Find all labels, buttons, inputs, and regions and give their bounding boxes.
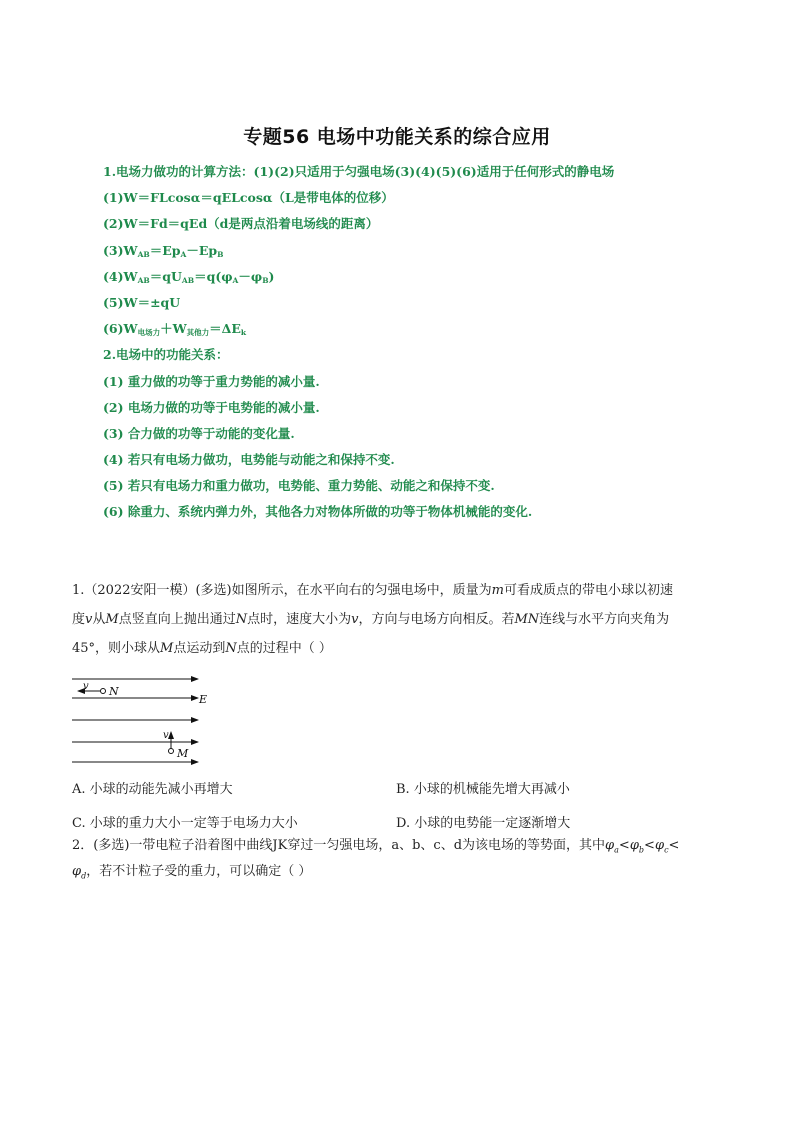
text-run: 点的过程中（ ） <box>236 641 332 656</box>
question-text-line <box>72 608 732 637</box>
formula-subscript: k <box>240 328 247 338</box>
summary-line <box>103 318 743 344</box>
formula-part: ＝ΔE <box>209 321 241 337</box>
text-run: 45°，则小球从 <box>72 641 161 656</box>
variable-v: v <box>351 612 359 627</box>
electric-field-diagram <box>70 670 210 770</box>
summary-line: (5) 若只有电场力和重力做功，电势能、重力势能、动能之和保持不变. <box>103 478 495 494</box>
summary-line: (1)W＝FLcosα＝qELcosα（L是带电体的位移） <box>103 190 394 206</box>
page-title: 专题56 电场中功能关系的综合应用 <box>243 126 551 148</box>
variable-N: N <box>225 641 237 656</box>
formula-part: ) <box>268 268 275 284</box>
option-c[interactable]: C. 小球的重力大小一定等于电场力大小 <box>72 816 298 831</box>
point-label-M: M <box>177 747 189 760</box>
text-run: 可看成质点的带电小球以初速 <box>503 583 673 598</box>
text-run: ，方向与电场方向相反。若 <box>358 612 515 627</box>
question-1 <box>72 579 732 666</box>
formula-part: ＝Ep <box>149 242 181 258</box>
formula-part: (3)W <box>103 242 138 258</box>
summary-line: (5)W＝±qU <box>103 294 181 310</box>
subscript: d <box>81 871 87 881</box>
question-text-line <box>72 637 732 666</box>
formula-subscript: 其他力 <box>186 328 210 338</box>
formula-part: ＋W <box>160 321 187 337</box>
velocity-label: v <box>83 681 89 692</box>
formula-part: (6)W <box>103 321 138 337</box>
variable-v: v <box>85 612 93 627</box>
text-run: 点竖直向上抛出通过 <box>118 612 236 627</box>
operator: < <box>668 838 680 853</box>
operator: < <box>618 838 630 853</box>
symbol-phi: φ <box>72 864 82 879</box>
summary-line <box>103 266 743 292</box>
variable-m: m <box>491 583 504 598</box>
summary-line: (6) 除重力、系统内弹力外，其他各力对物体所做的功等于物体机械能的变化. <box>103 504 533 520</box>
text-run: 1.（2022安阳一模）(多选)如图所示，在水平向右的匀强电场中，质量为 <box>72 583 492 598</box>
formula-part: ＝qU <box>149 268 182 284</box>
text-run: 2．(多选)一带电粒子沿着图中曲线JK穿过一匀强电场，a、b、c、d为该电场的等势面，其中 <box>72 838 606 853</box>
summary-line: (4) 若只有电场力做功，电势能与动能之和保持不变. <box>103 452 395 468</box>
symbol-phi: φ <box>605 838 615 853</box>
summary-line <box>103 240 743 266</box>
question-1-options <box>72 778 732 834</box>
point-N <box>101 689 106 694</box>
formula-subscript: B <box>217 249 224 259</box>
summary-line: (1) 重力做的功等于重力势能的减小量. <box>103 373 320 389</box>
formula-subscript: A <box>232 275 239 285</box>
point-label-N: N <box>109 685 119 698</box>
symbol-phi: φ <box>629 838 639 853</box>
text-run: 连线与水平方向夹角为 <box>539 612 670 627</box>
variable-M: M <box>160 641 174 656</box>
variable-MN: MN <box>514 612 540 627</box>
subscript: b <box>638 845 645 855</box>
text-run: 度 <box>72 612 86 627</box>
option-a[interactable]: A. 小球的动能先减小再增大 <box>72 782 233 797</box>
option-b[interactable]: B. 小球的机械能先增大再减小 <box>396 782 570 797</box>
summary-line: 1.电场力做功的计算方法：(1)(2)只适用于匀强电场(3)(4)(5)(6)适用于任何形式的静电场 <box>103 164 615 179</box>
point-M <box>169 749 174 754</box>
summary-line: (2) 电场力做的功等于电势能的减小量. <box>103 399 320 415</box>
formula-subscript: AB <box>137 249 150 259</box>
question-text-line <box>72 861 732 887</box>
operator: < <box>644 838 655 853</box>
text-run: 点运动到 <box>173 641 226 656</box>
subscript: a <box>614 845 619 855</box>
variable-M: M <box>105 612 119 627</box>
subscript: c <box>664 845 669 855</box>
question-text-line <box>72 579 732 608</box>
summary-line: (2)W＝Fd＝qEd（d是两点沿着电场线的距离） <box>103 216 379 232</box>
formula-subscript: AB <box>137 275 150 285</box>
summary-line: (3) 合力做的功等于动能的变化量. <box>103 425 295 441</box>
question-text-line <box>72 835 732 861</box>
text-run: 点时，速度大小为 <box>247 612 352 627</box>
option-d[interactable]: D. 小球的电势能一定逐渐增大 <box>396 816 571 831</box>
velocity-label: v <box>163 730 169 741</box>
formula-part: ＝q(φ <box>194 268 233 284</box>
variable-N: N <box>235 612 248 627</box>
symbol-phi: φ <box>654 838 665 853</box>
summary-line: 2.电场中的功能关系： <box>103 347 229 363</box>
field-label-E: E <box>199 693 208 706</box>
summary-block <box>103 161 743 528</box>
formula-subscript: AB <box>181 275 195 285</box>
formula-part: (4)W <box>103 268 138 284</box>
formula-part: －φ <box>238 268 263 284</box>
question-2 <box>72 835 732 887</box>
formula-subscript: B <box>262 275 269 285</box>
formula-part: －Ep <box>186 242 218 258</box>
text-run: ，若不计粒子受的重力，可以确定（ ） <box>86 864 312 879</box>
formula-subscript: 电场力 <box>137 328 161 338</box>
formula-subscript: A <box>180 249 187 259</box>
text-run: 从 <box>92 612 106 627</box>
